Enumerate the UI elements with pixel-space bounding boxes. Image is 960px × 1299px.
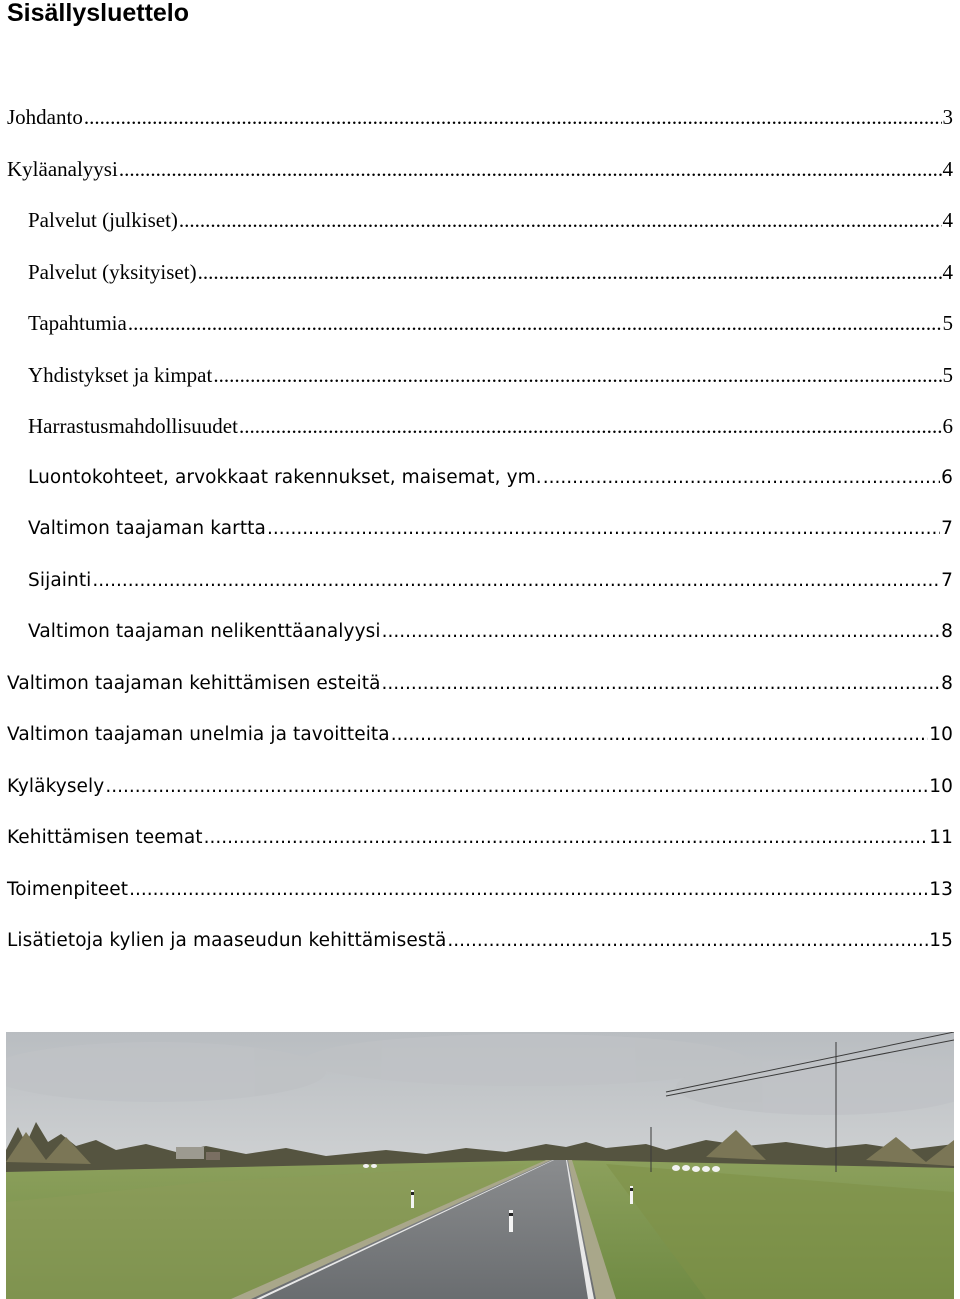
toc-entry-label: Valtimon taajaman nelikenttäanalyysi bbox=[28, 621, 381, 642]
toc-entry-page-number: 6 bbox=[941, 466, 953, 488]
toc-entry[interactable] bbox=[0, 720, 953, 772]
toc-dot-leader bbox=[239, 411, 942, 441]
toc-dot-leader bbox=[92, 566, 940, 596]
toc-entry-page-number: 13 bbox=[929, 878, 953, 900]
toc-entry-label: Tapahtumia bbox=[28, 311, 127, 335]
toc-dot-leader bbox=[105, 772, 928, 802]
toc-entry[interactable] bbox=[0, 875, 953, 927]
toc-entry-label: Kehittämisen teemat bbox=[7, 827, 203, 848]
toc-entry-label: Harrastusmahdollisuudet bbox=[28, 414, 238, 438]
road-landscape-image bbox=[6, 1032, 954, 1299]
toc-entry[interactable] bbox=[0, 205, 953, 257]
toc-entry-page-number: 8 bbox=[941, 621, 953, 642]
toc-entry-label: Valtimon taajaman unelmia ja tavoitteita bbox=[7, 724, 390, 745]
toc-dot-leader bbox=[543, 463, 940, 493]
toc-dot-leader bbox=[382, 669, 941, 699]
toc-entry[interactable] bbox=[0, 823, 953, 875]
toc-entry[interactable] bbox=[0, 308, 953, 360]
toc-dot-leader bbox=[447, 926, 928, 956]
toc-entry-label: Palvelut (yksityiset) bbox=[28, 259, 197, 284]
toc-entry-label: Yhdistykset ja kimpat bbox=[28, 362, 213, 387]
toc-dot-leader bbox=[119, 154, 942, 184]
toc-entry-page-number: 7 bbox=[941, 518, 953, 539]
toc-entry-label: Valtimon taajaman kehittämisen esteitä bbox=[7, 672, 381, 694]
table-of-contents bbox=[0, 102, 953, 978]
toc-dot-leader bbox=[204, 823, 929, 853]
toc-dot-leader bbox=[128, 308, 942, 338]
toc-entry-page-number: 15 bbox=[929, 930, 953, 951]
toc-entry-page-number: 4 bbox=[942, 156, 953, 181]
toc-entry-page-number: 4 bbox=[942, 208, 953, 232]
toc-entry-label: Luontokohteet, arvokkaat rakennukset, maisemat, ym. bbox=[28, 466, 542, 488]
toc-entry-page-number: 5 bbox=[942, 311, 953, 335]
toc-entry-page-number: 5 bbox=[942, 362, 953, 387]
toc-dot-leader bbox=[129, 875, 928, 905]
toc-entry-page-number: 10 bbox=[929, 775, 953, 797]
toc-entry-page-number: 4 bbox=[942, 259, 953, 284]
toc-entry[interactable] bbox=[0, 926, 953, 978]
rural-road-photo bbox=[6, 1032, 954, 1299]
toc-entry-page-number: 10 bbox=[929, 724, 953, 745]
toc-dot-leader bbox=[391, 720, 929, 750]
toc-dot-leader bbox=[84, 102, 942, 132]
toc-entry-label: Lisätietoja kylien ja maaseudun kehittämisestä bbox=[7, 930, 447, 951]
toc-entry[interactable] bbox=[0, 411, 953, 463]
toc-entry[interactable] bbox=[0, 360, 953, 412]
toc-entry-page-number: 3 bbox=[942, 105, 953, 129]
toc-dot-leader bbox=[382, 617, 941, 647]
toc-entry[interactable] bbox=[0, 102, 953, 154]
toc-entry[interactable] bbox=[0, 154, 953, 206]
toc-entry-label: Toimenpiteet bbox=[7, 878, 129, 900]
toc-entry[interactable] bbox=[0, 257, 953, 309]
toc-entry[interactable] bbox=[0, 772, 953, 824]
toc-entry[interactable] bbox=[0, 669, 953, 721]
toc-entry[interactable] bbox=[0, 566, 953, 618]
toc-entry-page-number: 7 bbox=[941, 569, 953, 591]
toc-entry-label: Valtimon taajaman kartta bbox=[28, 518, 266, 539]
page-title: Sisällysluettelo bbox=[7, 0, 190, 27]
toc-entry-label: Kyläanalyysi bbox=[7, 156, 118, 181]
toc-entry-page-number: 6 bbox=[942, 414, 953, 438]
toc-entry-label: Johdanto bbox=[7, 105, 83, 129]
toc-entry[interactable] bbox=[0, 617, 953, 669]
toc-entry-page-number: 11 bbox=[929, 827, 953, 848]
toc-entry-page-number: 8 bbox=[941, 672, 953, 694]
toc-dot-leader bbox=[198, 257, 942, 287]
toc-entry-label: Kyläkysely bbox=[7, 775, 105, 797]
toc-entry[interactable] bbox=[0, 514, 953, 566]
toc-dot-leader bbox=[213, 360, 941, 390]
toc-dot-leader bbox=[267, 514, 940, 544]
toc-entry-label: Sijainti bbox=[28, 569, 92, 591]
toc-dot-leader bbox=[179, 205, 942, 235]
toc-entry[interactable] bbox=[0, 463, 953, 515]
toc-entry-label: Palvelut (julkiset) bbox=[28, 208, 178, 232]
